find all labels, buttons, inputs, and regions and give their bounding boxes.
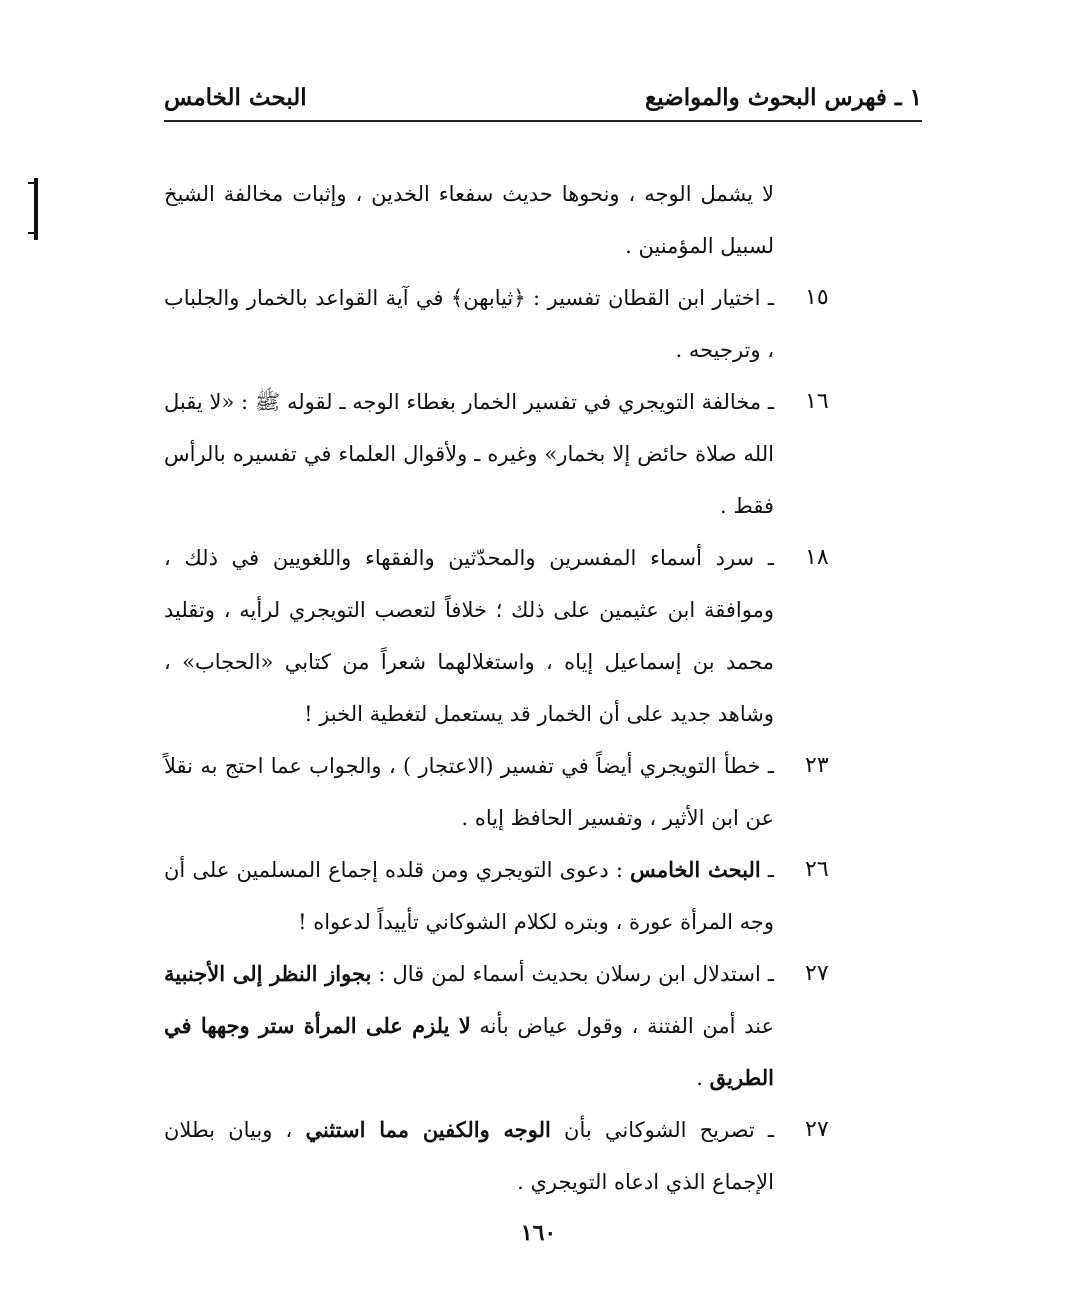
- index-entry: [164, 272, 922, 376]
- entry-page-number: ١٥: [805, 285, 829, 310]
- index-body: [164, 168, 922, 1208]
- entry-text: [164, 1104, 774, 1208]
- index-entry: [164, 532, 922, 740]
- entry-page-number: ١٦: [805, 389, 829, 414]
- entry-text: ـ خطأ التويجري أيضاً في تفسير (الاعتجار ) ، والجواب عما احتج به نقلاً عن ابن الأثير ، وتفسير الحافظ إياه .: [164, 754, 774, 830]
- entry-page-number: ٢٧: [805, 961, 829, 986]
- page-number: ١٦٠: [520, 1220, 557, 1246]
- entry-mid: عند أمن الفتنة ، وقول عياض بأنه: [470, 1014, 774, 1038]
- entry-pre: ـ تصريح الشوكاني بأن: [550, 1118, 774, 1142]
- index-entry: [164, 844, 922, 948]
- header-chapter-title: البحث الخامس: [164, 83, 307, 111]
- entry-page-number: ٢٣: [805, 753, 829, 778]
- entry-text: ـ مخالفة التويجري في تفسير الخمار بغطاء الوجه ـ لقوله ﷺ : «لا يقبل الله صلاة حائض إلا بخمار» وغيره ـ ولأقوال العلماء في تفسيره بالرأس فقط .: [164, 390, 774, 518]
- entry-text: [164, 948, 774, 1104]
- margin-mark-tick-top: [28, 182, 34, 184]
- entry-page-number: ٢٧: [805, 1117, 829, 1142]
- entry-lead: ـ: [760, 858, 775, 882]
- index-entry: [164, 740, 922, 844]
- index-entry: [164, 948, 922, 1104]
- entry-text: [164, 844, 774, 948]
- margin-mark-tick-bottom: [28, 232, 34, 234]
- entry-page-number: ٢٦: [805, 857, 829, 882]
- entry-rest: : دعوى التويجري ومن قلده إجماع المسلمين على أن وجه المرأة عورة ، وبتره لكلام الشوكاني تأييداً لدعواه !: [164, 858, 774, 934]
- entry-text: ـ سرد أسماء المفسرين والمحدّثين والفقهاء واللغويين في ذلك ، وموافقة ابن عثيمين على ذلك ؛ خلافاً لتعصب التويجري لرأيه ، وتقليد محمد بن إسماعيل إياه ، واستغلالهما شعراً من كتابي «الحجاب» ، وشاهد جديد على أن الخمار قد يستعمل لتغطية الخبز !: [164, 546, 774, 726]
- margin-mark: [34, 178, 38, 240]
- entry-page-number: ١٨: [805, 545, 829, 570]
- entry-pre: ـ استدلال ابن رسلان بحديث أسماء لمن قال :: [371, 962, 774, 986]
- entry-bold-1: بجواز النظر إلى الأجنبية: [164, 961, 372, 986]
- entry-bold-1: الوجه والكفين مما استثني: [305, 1117, 551, 1142]
- entry-post: ، وبيان بطلان الإجماع الذي ادعاه التويجري .: [164, 1118, 774, 1194]
- index-entry: [164, 1104, 922, 1208]
- index-entry: [164, 376, 922, 532]
- entry-bold-2: لا يلزم على المرأة ستر وجهها في الطريق: [164, 1013, 774, 1090]
- entry-bold-heading: البحث الخامس: [630, 857, 761, 882]
- entry-post: .: [696, 1066, 710, 1090]
- header-section-title: ١ ـ فهرس البحوث والمواضيع: [645, 83, 922, 111]
- running-header: [164, 74, 922, 122]
- entry-text: ـ اختيار ابن القطان تفسير : ﴿ثيابهن﴾ في آية القواعد بالخمار والجلباب ، وترجيحه .: [164, 286, 774, 362]
- continuation-text: لا يشمل الوجه ، ونحوها حديث سفعاء الخدين ، وإثبات مخالفة الشيخ لسبيل المؤمنين .: [164, 182, 774, 258]
